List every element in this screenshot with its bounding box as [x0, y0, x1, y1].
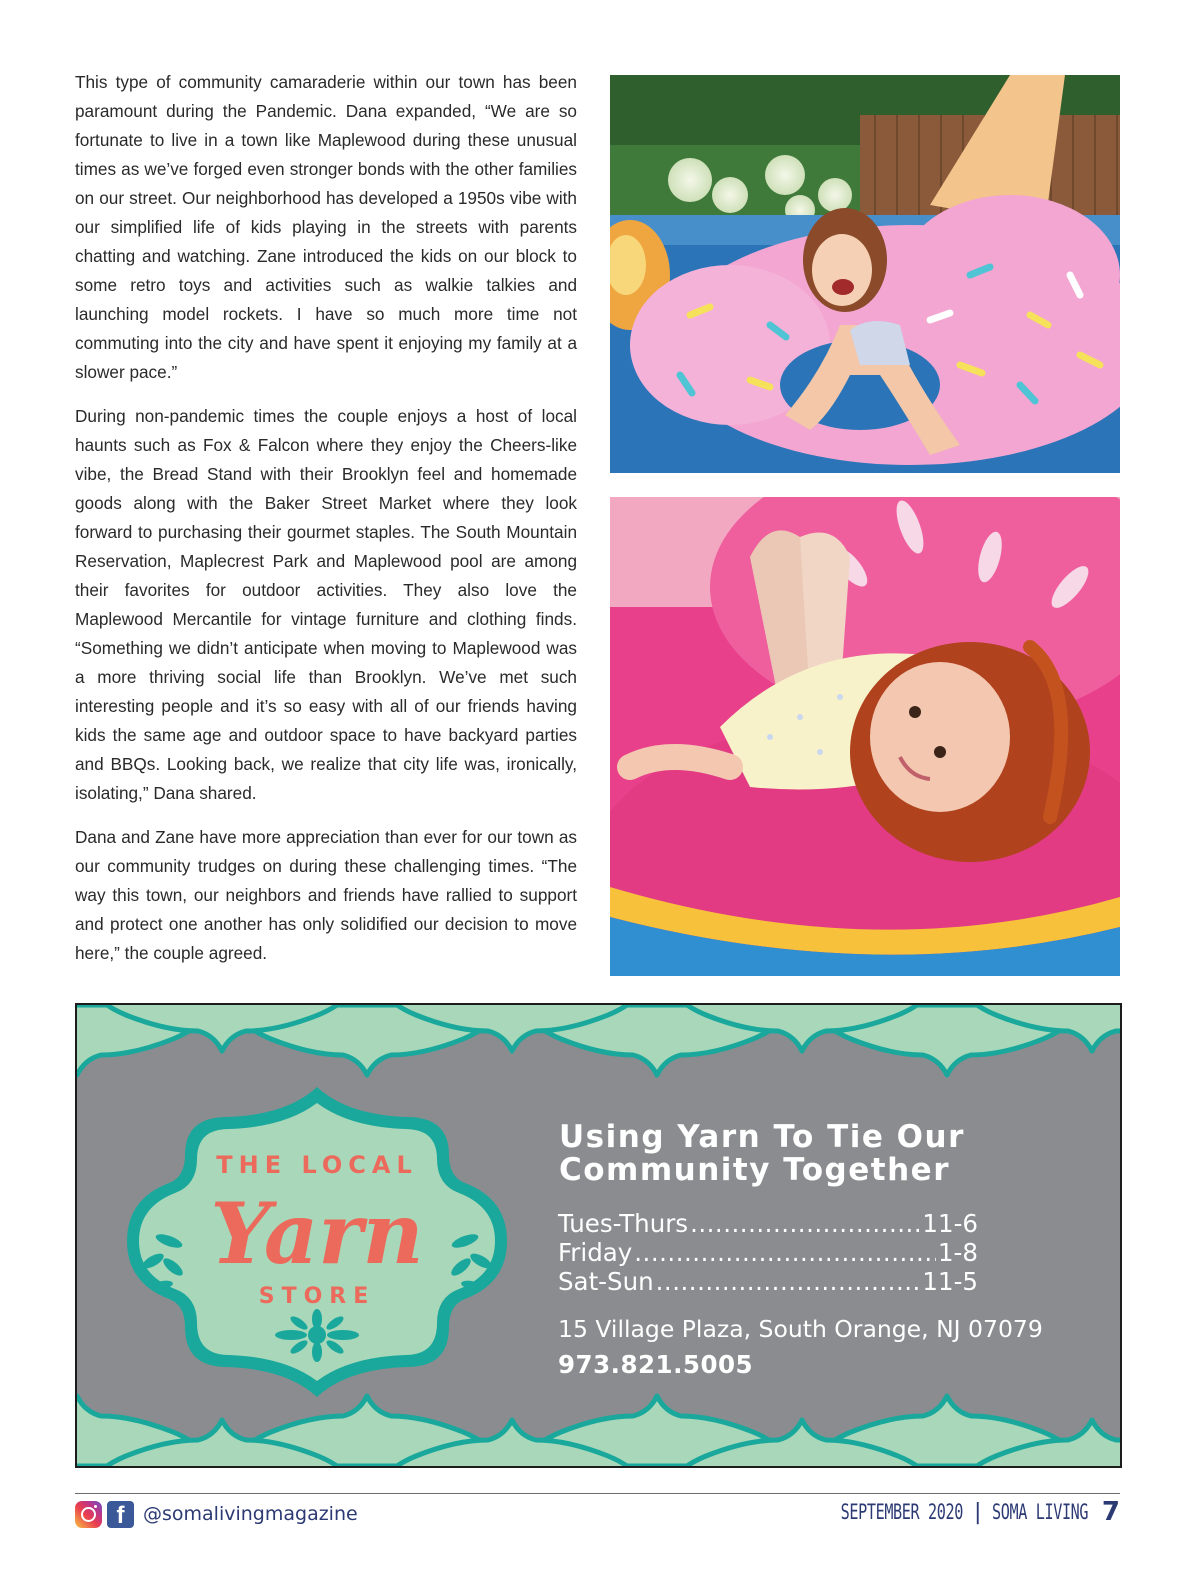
store-address: 15 Village Plaza, South Orange, NJ 07079: [558, 1315, 1043, 1343]
hours-day: Tues-Thurs: [558, 1209, 689, 1238]
hours-time: 11-6: [922, 1209, 978, 1238]
logo-text-yarn: Yarn: [210, 1184, 424, 1283]
hours-day: Sat-Sun: [558, 1267, 654, 1296]
store-hours: [558, 1209, 978, 1296]
article-paragraph: During non-pandemic times the couple enjoys a host of local haunts such as Fox & Falcon where they enjoy the Cheers-like vibe, the Bread Stand with their Brooklyn feel and homemade goods along with the Baker Street Market where they look forward to purchasing their gourmet staples. The South Mountain Reservation, Maplecrest Park and Maplewood pool are among their favorites for outdoor activities. They also love the Maplewood Mercantile for vintage furniture and clothing finds. “Something we didn’t anticipate when moving to Maplewood was a more thriving social life than Brooklyn. We’ve met such interesting people and it’s so easy with all of our friends having kids the same age and outdoor space to have backyard parties and BBQs. Looking back, we realize that city life was, ironically, isolating,” Dana shared.: [75, 406, 577, 803]
hours-row: [558, 1238, 978, 1267]
ad-heading: Using Yarn To Tie Our Community Together: [559, 1119, 965, 1188]
magazine-name: SOMA LIVING: [992, 1500, 1089, 1524]
social-handle[interactable]: @somalivingmagazine: [143, 1503, 358, 1525]
leader-dots: [690, 1209, 920, 1238]
leader-dots: [634, 1238, 936, 1267]
store-phone: 973.821.5005: [558, 1350, 754, 1379]
photo-girl-on-donut-float: [610, 75, 1120, 473]
page-folio: [793, 1497, 1120, 1527]
social-links: [75, 1500, 358, 1528]
facebook-icon[interactable]: f: [107, 1501, 134, 1528]
article-paragraph: This type of community camaraderie within our town has been paramount during the Pandemic. Dana expanded, “We are so fortunate to live in a town like Maplewood during these unusual times as we’ve forged even stronger bonds with the other families on our street. Our neighborhood has developed a 1950s vibe with our simplified life of kids playing in the streets with parents chatting and watching. Zane introduced the kids on our block to some retro toys and activities such as walkie talkies and launching model rockets. I have so much more time not commuting into the city and have spent it enjoying my family at a slower pace.”: [75, 72, 577, 382]
article-column: [75, 68, 577, 983]
footer-divider: [75, 1493, 1120, 1494]
article-paragraph: Dana and Zane have more appreciation than ever for our town as our community trudges on during these challenging times. “The way this town, our neighbors and friends have rallied to support and protect one another has only solidified our decision to move here,” the couple agreed.: [75, 827, 577, 963]
yarn-store-logo: [127, 1087, 507, 1397]
logo-text-store: STORE: [258, 1284, 376, 1309]
folio-separator: |: [971, 1499, 985, 1525]
hours-time: 11-5: [922, 1267, 978, 1296]
yarn-store-ad: [75, 1003, 1122, 1468]
leader-dots: [656, 1267, 921, 1296]
hours-time: 1-8: [937, 1238, 978, 1267]
logo-text-the-local: THE LOCAL: [216, 1151, 418, 1179]
issue-date: SEPTEMBER 2020: [840, 1500, 964, 1524]
hours-row: [558, 1209, 978, 1238]
hours-day: Friday: [558, 1238, 633, 1267]
photo-girl-on-pink-float: [610, 497, 1120, 976]
page-number: 7: [1101, 1497, 1120, 1527]
instagram-icon[interactable]: [75, 1501, 102, 1528]
hours-row: [558, 1267, 978, 1296]
